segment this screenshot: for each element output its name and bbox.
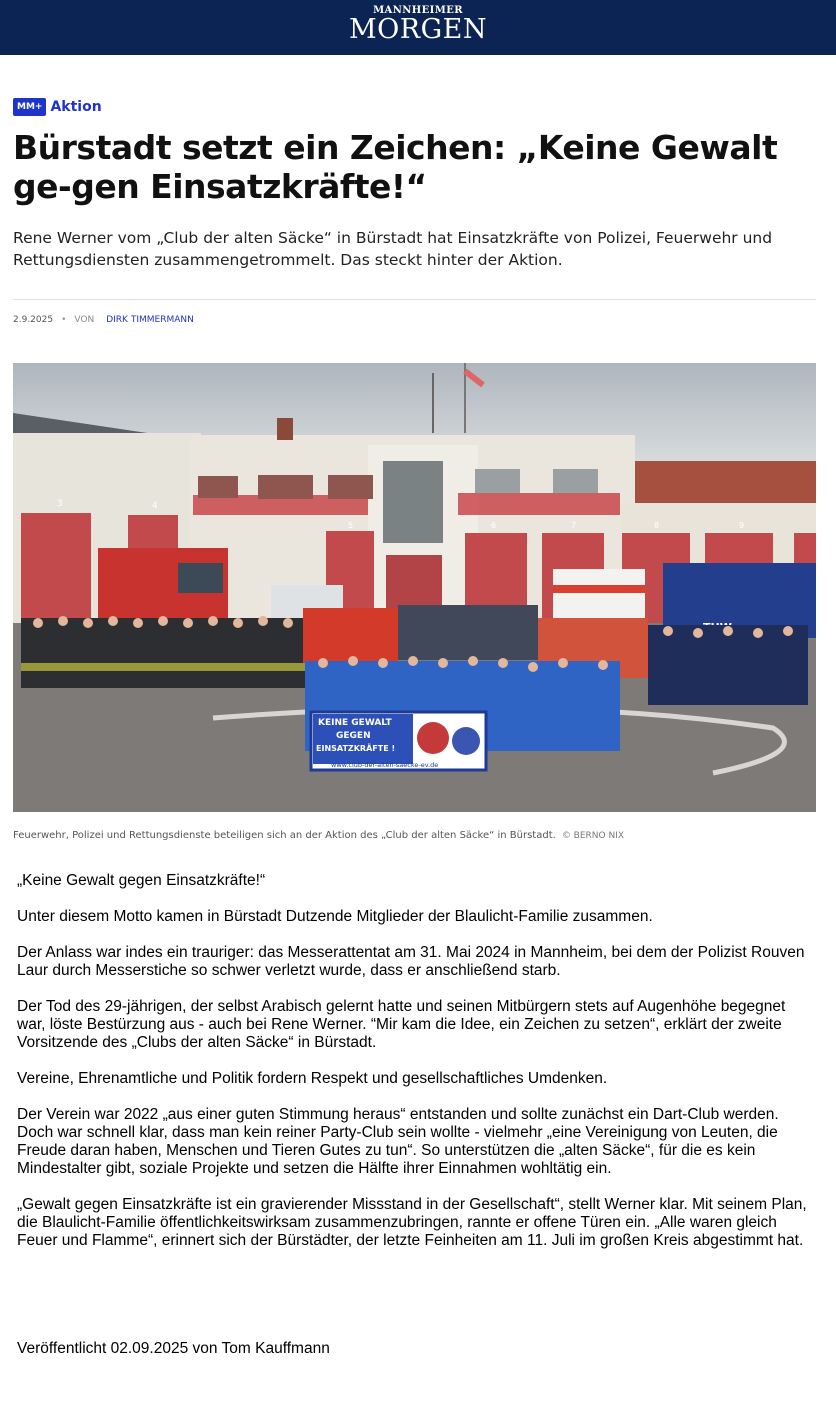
article-photo[interactable] [13, 363, 816, 812]
photo-caption [13, 830, 624, 841]
article-meta [13, 315, 194, 325]
police-group [398, 605, 538, 660]
body-paragraph: Der Tod des 29-jährigen, der selbst Arabisch gelernt hatte und seinen Mitbürgern stets auf Augenhöhe begegnet war, löste Bestürzung aus - auch bei Rene Werner. “Mir kam die Idee, ein Zeichen zu setzen“, erklärt der zweite Vorsitzende des „Clubs der alten Säcke“ in Bürstadt. [17, 998, 786, 1051]
garage-number: 9 [739, 521, 745, 530]
banner-line: KEINE GEWALT [318, 718, 392, 728]
caption-text: Feuerwehr, Polizei und Rettungsdienste beteiligen sich an der Aktion des „Club der alten Säcke“ in Bürstadt. [13, 830, 556, 841]
masthead-logo[interactable]: MORGEN [348, 14, 487, 45]
thw-group [648, 625, 808, 705]
article-headline: Bürstadt setzt ein Zeichen: „Keine Gewalt ge-gen Einsatzkräfte!“ [13, 128, 778, 206]
window [198, 476, 238, 498]
window [328, 475, 373, 499]
photo-credit: © BERNO NIX [561, 831, 625, 841]
garage-number: 6 [491, 521, 497, 530]
garage-number: 3 [57, 499, 63, 509]
kicker-label[interactable]: Aktion [50, 99, 102, 115]
mm-plus-badge: MM+ [13, 98, 46, 116]
masthead[interactable] [0, 0, 836, 55]
article-body [17, 872, 817, 1268]
window [475, 469, 520, 493]
by-label: VON [74, 315, 95, 325]
chimney [277, 418, 293, 440]
firefighters-group [21, 618, 311, 688]
body-paragraph: „Keine Gewalt gegen Einsatzkräfte!“ [17, 872, 266, 889]
club-emblem [452, 727, 480, 755]
published-note: Veröffentlicht 02.09.2025 von Tom Kauffmann [17, 1340, 330, 1357]
window [553, 469, 598, 493]
body-paragraph: Der Verein war 2022 „aus einer guten Stimmung heraus“ entstanden und sollte zunächst ein Dart-Club werden. Doch war schnell klar, dass man kein reiner Party-Club sein wollte - vielmehr „eine Vereinigung von Leuten, die Freude daran haben, Menschen und Tieren Gutes zu tun“. So unterstützen die „alten Säcke“, für die es kein Mindestalter gibt, soziale Projekte und setzen die Hälfte ihrer Einnahmen wohltätig ein. [17, 1106, 779, 1177]
balcony [458, 493, 620, 515]
kicker [13, 97, 102, 117]
garage-number: 7 [571, 521, 577, 530]
article-teaser: Rene Werner vom „Club der alten Säcke“ in Bürstadt hat Einsatzkräfte von Polizei, Feuerwehr und Rettungsdiensten zusammengetrommelt. Das steckt hinter der Aktion. [13, 229, 773, 269]
window [258, 475, 313, 499]
body-paragraph: Vereine, Ehrenamtliche und Politik fordern Respekt und gesellschaftliches Umdenken. [17, 1070, 608, 1087]
body-paragraph: Der Anlass war indes ein trauriger: das Messerattentat am 31. Mai 2024 in Mannheim, bei dem der Polizist Rouven Laur durch Messerstiche so schwer verletzt wurde, dass er anschließend starb. [17, 944, 805, 979]
garage-number: 5 [348, 521, 354, 530]
ambulance-stripe [553, 585, 645, 593]
meta-separator: • [61, 315, 67, 325]
body-paragraph: Unter diesem Motto kamen in Bürstadt Dutzende Mitglieder der Blaulicht-Familie zusammen. [17, 908, 653, 925]
banner-line: EINSATZKRÄFTE ! [316, 744, 396, 753]
body-paragraph: „Gewalt gegen Einsatzkräfte ist ein gravierender Missstand in der Gesellschaft“, stellt Werner klar. Mit seinem Plan, die Blaulicht-Familie öffentlichkeitswirksam zusammenzubringen, rannte er offene Türen ein. „Alle waren gleich Feuer und Flamme“, erinnert sich der Bürstädter, der letzte Feinheiten am 11. Juli im großen Kreis abgestimmt hat. [17, 1196, 807, 1249]
author-link[interactable]: DIRK TIMMERMANN [106, 315, 194, 325]
garage-number: 8 [654, 521, 660, 530]
publish-date: 2.9.2025 [13, 315, 54, 325]
group-photo-illustration [13, 363, 816, 812]
rescue-group [303, 608, 398, 663]
reflective-stripes [21, 663, 311, 671]
banner-url: www.club-der-alten-saecke-ev.de [331, 761, 439, 769]
divider [13, 299, 816, 300]
right-roof [620, 461, 816, 505]
masthead-subtitle: MANNHEIMER [373, 5, 463, 16]
club-logo [417, 722, 449, 754]
truck-window [178, 563, 223, 593]
garage-door [21, 513, 91, 623]
tower-window [383, 461, 443, 543]
garage-number: 4 [152, 501, 158, 511]
banner-line: GEGEN [336, 731, 371, 741]
